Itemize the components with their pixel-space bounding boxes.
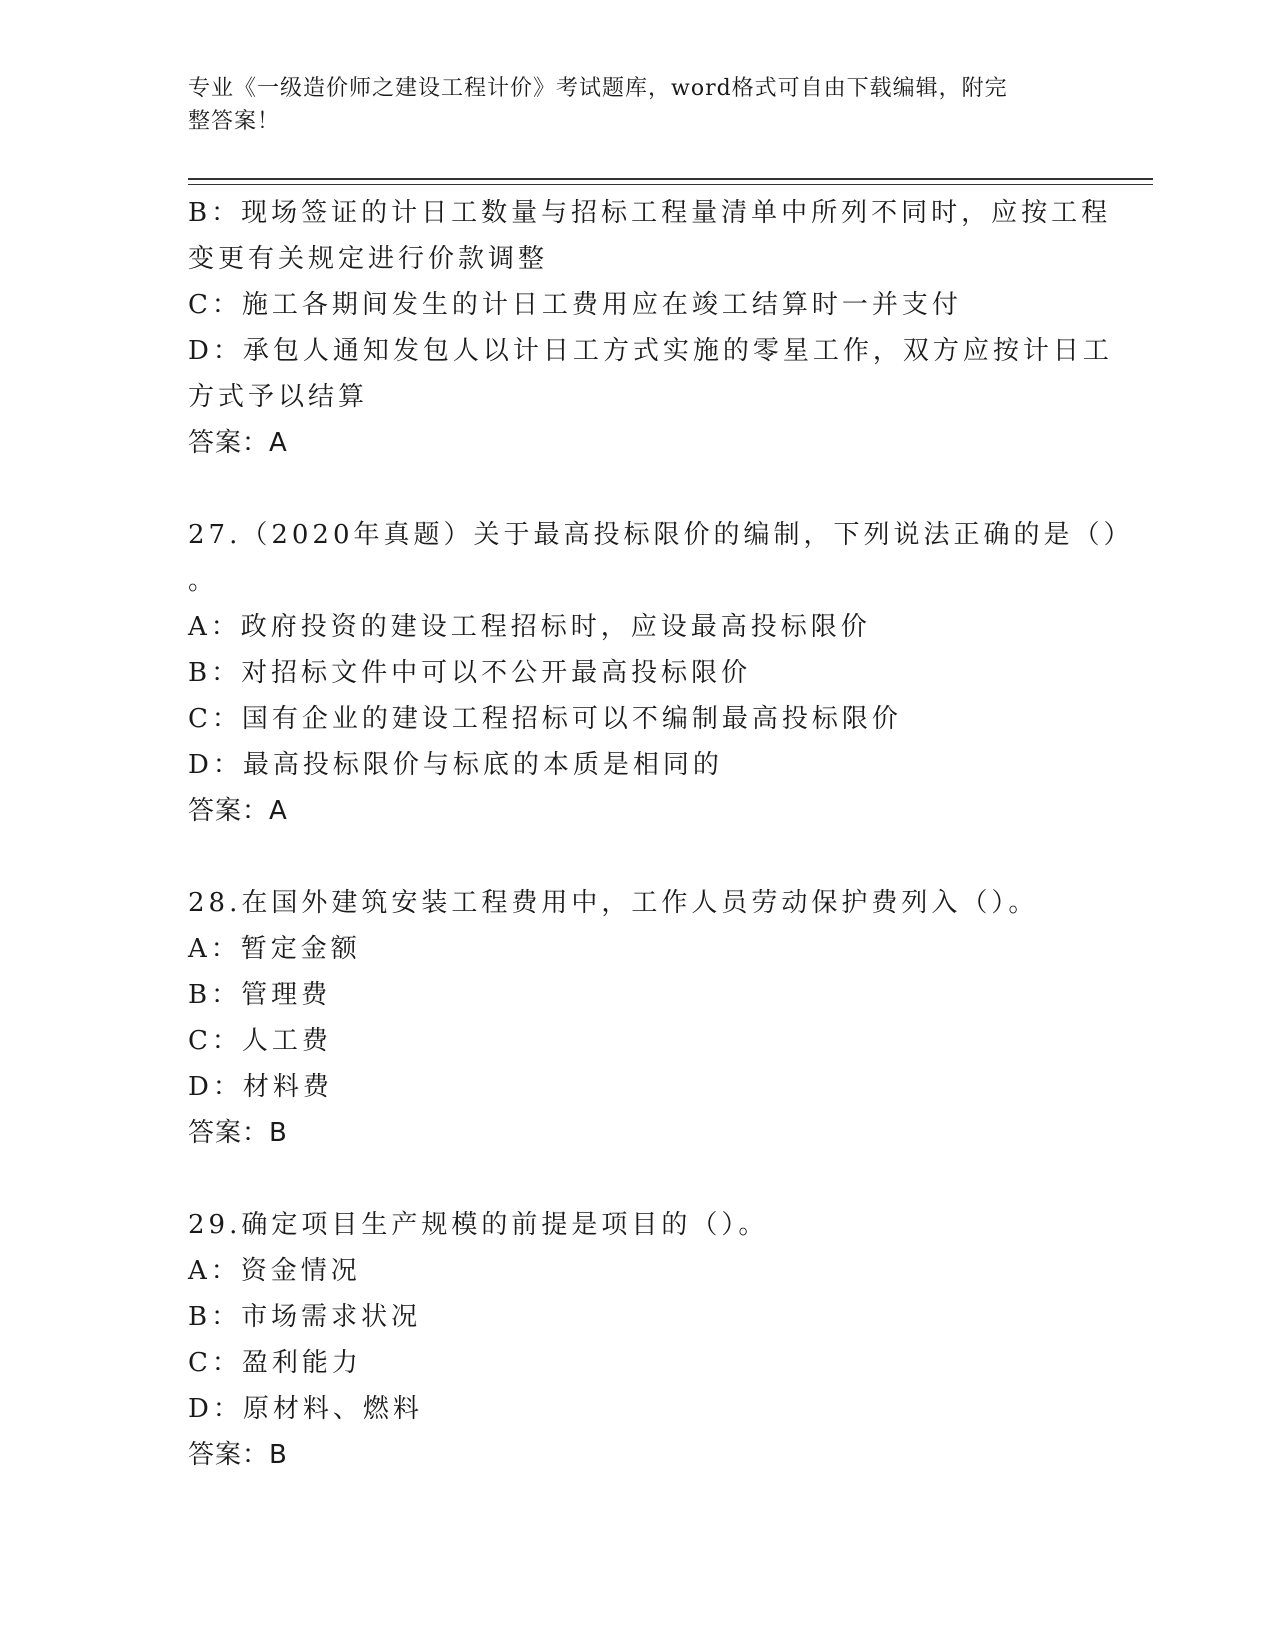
spacer	[188, 466, 1088, 512]
answer: 答案：B	[188, 1118, 288, 1148]
question-stem-line-2: 。	[188, 566, 219, 596]
answer: 答案：A	[188, 796, 288, 826]
question-28	[188, 880, 1088, 1156]
option-d: D：最高投标限价与标底的本质是相同的	[188, 750, 723, 780]
question-26-tail	[188, 190, 1113, 466]
question-29	[188, 1202, 1088, 1478]
option-b-line-2: 变更有关规定进行价款调整	[188, 244, 549, 274]
option-d: D：材料费	[188, 1072, 333, 1102]
header-line-2: 整答案！	[188, 109, 281, 134]
option-a: A：资金情况	[188, 1256, 361, 1286]
option-c: C：国有企业的建设工程招标可以不编制最高投标限价	[188, 704, 902, 734]
question-stem-line-1: 27.（2020年真题）关于最高投标限价的编制，下列说法正确的是（）	[188, 520, 1134, 550]
header-divider-thin	[188, 184, 1153, 185]
answer: 答案：B	[188, 1440, 288, 1470]
option-d-line-1: D：承包人通知发包人以计日工方式实施的零星工作，双方应按计日工	[188, 336, 1113, 366]
document-header	[188, 72, 1068, 138]
option-c: C：人工费	[188, 1026, 332, 1056]
header-divider-thick	[188, 178, 1153, 180]
spacer	[188, 834, 1088, 880]
question-27	[188, 512, 1134, 834]
option-b: B：对招标文件中可以不公开最高投标限价	[188, 658, 752, 688]
question-content	[188, 190, 1134, 1478]
spacer	[188, 1156, 1088, 1202]
answer: 答案：A	[188, 428, 288, 458]
option-b: B：管理费	[188, 980, 332, 1010]
header-line-1: 专业《一级造价师之建设工程计价》考试题库，word格式可自由下载编辑，附完	[188, 76, 1008, 101]
option-b: B：市场需求状况	[188, 1302, 422, 1332]
option-d-line-2: 方式予以结算	[188, 382, 369, 412]
question-stem: 29.确定项目生产规模的前提是项目的（）。	[188, 1210, 769, 1240]
question-stem: 28.在国外建筑安装工程费用中，工作人员劳动保护费列入（）。	[188, 888, 1039, 918]
option-a: A：政府投资的建设工程招标时，应设最高投标限价	[188, 612, 871, 642]
option-a: A：暂定金额	[188, 934, 361, 964]
option-c: C：施工各期间发生的计日工费用应在竣工结算时一并支付	[188, 290, 962, 320]
option-b-line-1: B：现场签证的计日工数量与招标工程量清单中所列不同时，应按工程	[188, 198, 1112, 228]
option-d: D：原材料、燃料	[188, 1394, 423, 1424]
option-c: C：盈利能力	[188, 1348, 362, 1378]
